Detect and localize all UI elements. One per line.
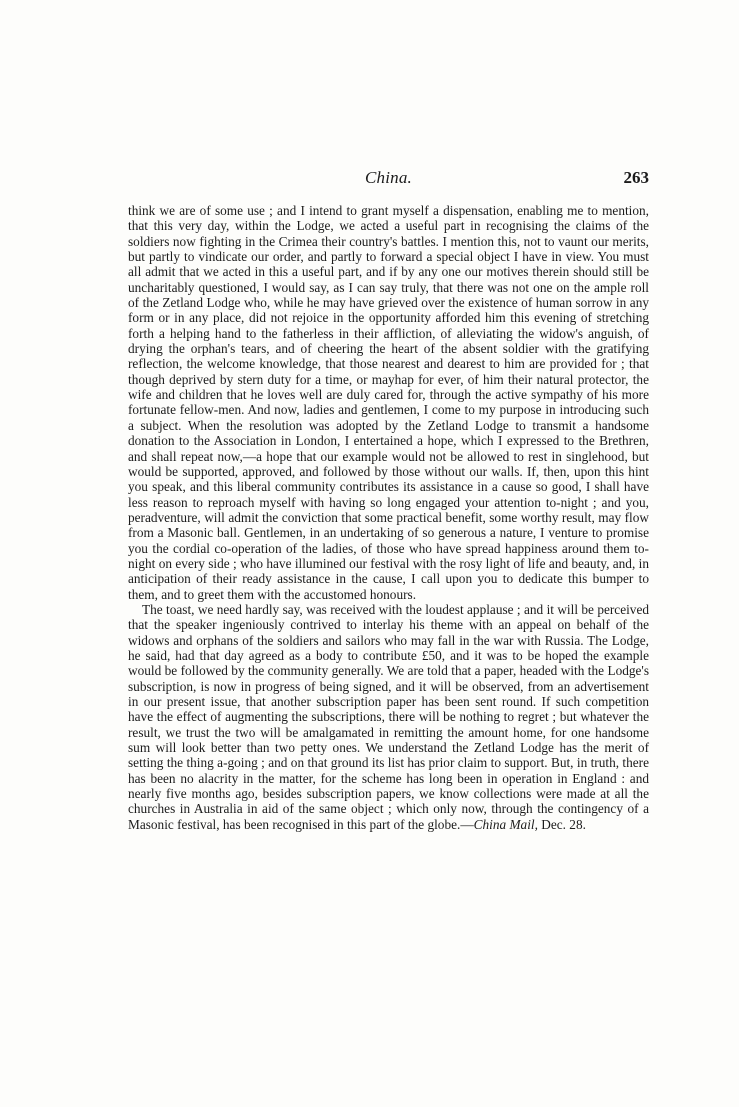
paragraph-editorial-text: The toast, we need hardly say, was received with the loudest applause ; and it will be perceived that the speaker ingeniously contrived to interlay his theme with an appeal on behalf of the widows and orphans of the soldiers and sailors who may fall in the war with Russia. The Lodge, he said, had that day agreed as a body to contribute £50, and it was to be hoped the example would be followed by the community generally. We are told that a paper, headed with the Lodge's subscription, is now in progress of being signed, and it will be observed, from an advertisement in our present issue, that another subscription paper has been sent round. If such competition have the effect of augmenting the subscriptions, there will be nothing to regret ; but whatever the result, we trust the two will be amalgamated in remitting the amount home, for one handsome sum will look better than two petty ones. We understand the Zetland Lodge has the merit of setting the thing a-going ; and on that ground its list has prior claim to support. But, in truth, there has been no alacrity in the matter, for the scheme has long been in operation in England : and nearly five months ago, besides subscription papers, we know collections were made at all the churches in Australia in aid of the same object ; which only now, through the contingency of a Masonic festival, has been recognised in this part of the globe.— (128, 601, 649, 832)
source-citation: China Mail, (473, 816, 538, 832)
paragraph-editorial-commentary (128, 602, 649, 832)
running-title: China. (364, 168, 412, 187)
article-body (128, 203, 649, 832)
page-number: 263 (623, 168, 649, 187)
source-date: Dec. 28. (541, 816, 586, 832)
paragraph-speech-continuation: think we are of some use ; and I intend to grant myself a dispensation, enabling me to mention, that this very day, within the Lodge, we acted a useful part in recognising the claims of the soldiers now fighting in the Crimea their country's battles. I mention this, not to vaunt our merits, but partly to vindicate our order, and partly to forward a special object I have in view. You must all admit that we acted in this a useful part, and if by any one our motives therein should still be uncharitably questioned, I would say, as I can say truly, that there was not one on the ample roll of the Zetland Lodge who, while he may have grieved over the existence of human sorrow in any form or in any place, did not rejoice in the opportunity afforded him this evening of stretching forth a helping hand to the fatherless in their affliction, of alleviating the widow's anguish, of drying the orphan's tears, and of cheering the heart of the absent soldier with the gratifying reflection, the welcome knowledge, that those nearest and dearest to him are provided for ; that though deprived by stern duty for a time, or mayhap for ever, of him their natural protector, the wife and children that he loves well are duly cared for, through the active sympathy of his more fortunate fellow-men. And now, ladies and gentlemen, I come to my purpose in introducing such a subject. When the resolution was adopted by the Zetland Lodge to transmit a handsome donation to the Association in London, I entertained a hope, which I expressed to the Brethren, and shall repeat now,—a hope that our example would not be allowed to rest in singlehood, but would be supported, approved, and followed by those without our walls. If, then, upon this hint you speak, and this liberal community contributes its assistance in a cause so good, I shall have less reason to reproach myself with having so long engaged your attention to-night ; and you, peradventure, will admit the conviction that some practical benefit, some worthy result, may flow from a Masonic ball. Gentlemen, in an undertaking of so generous a nature, I venture to promise you the cordial co-operation of the ladies, of those who have spread happiness around them to-night on every side ; who have illumined our festival with the rosy light of life and beauty, and, in anticipation of their ready assistance in the cause, I call upon you to dedicate this bumper to them, and to greet them with the accustomed honours. (128, 203, 649, 602)
running-header (128, 168, 649, 192)
